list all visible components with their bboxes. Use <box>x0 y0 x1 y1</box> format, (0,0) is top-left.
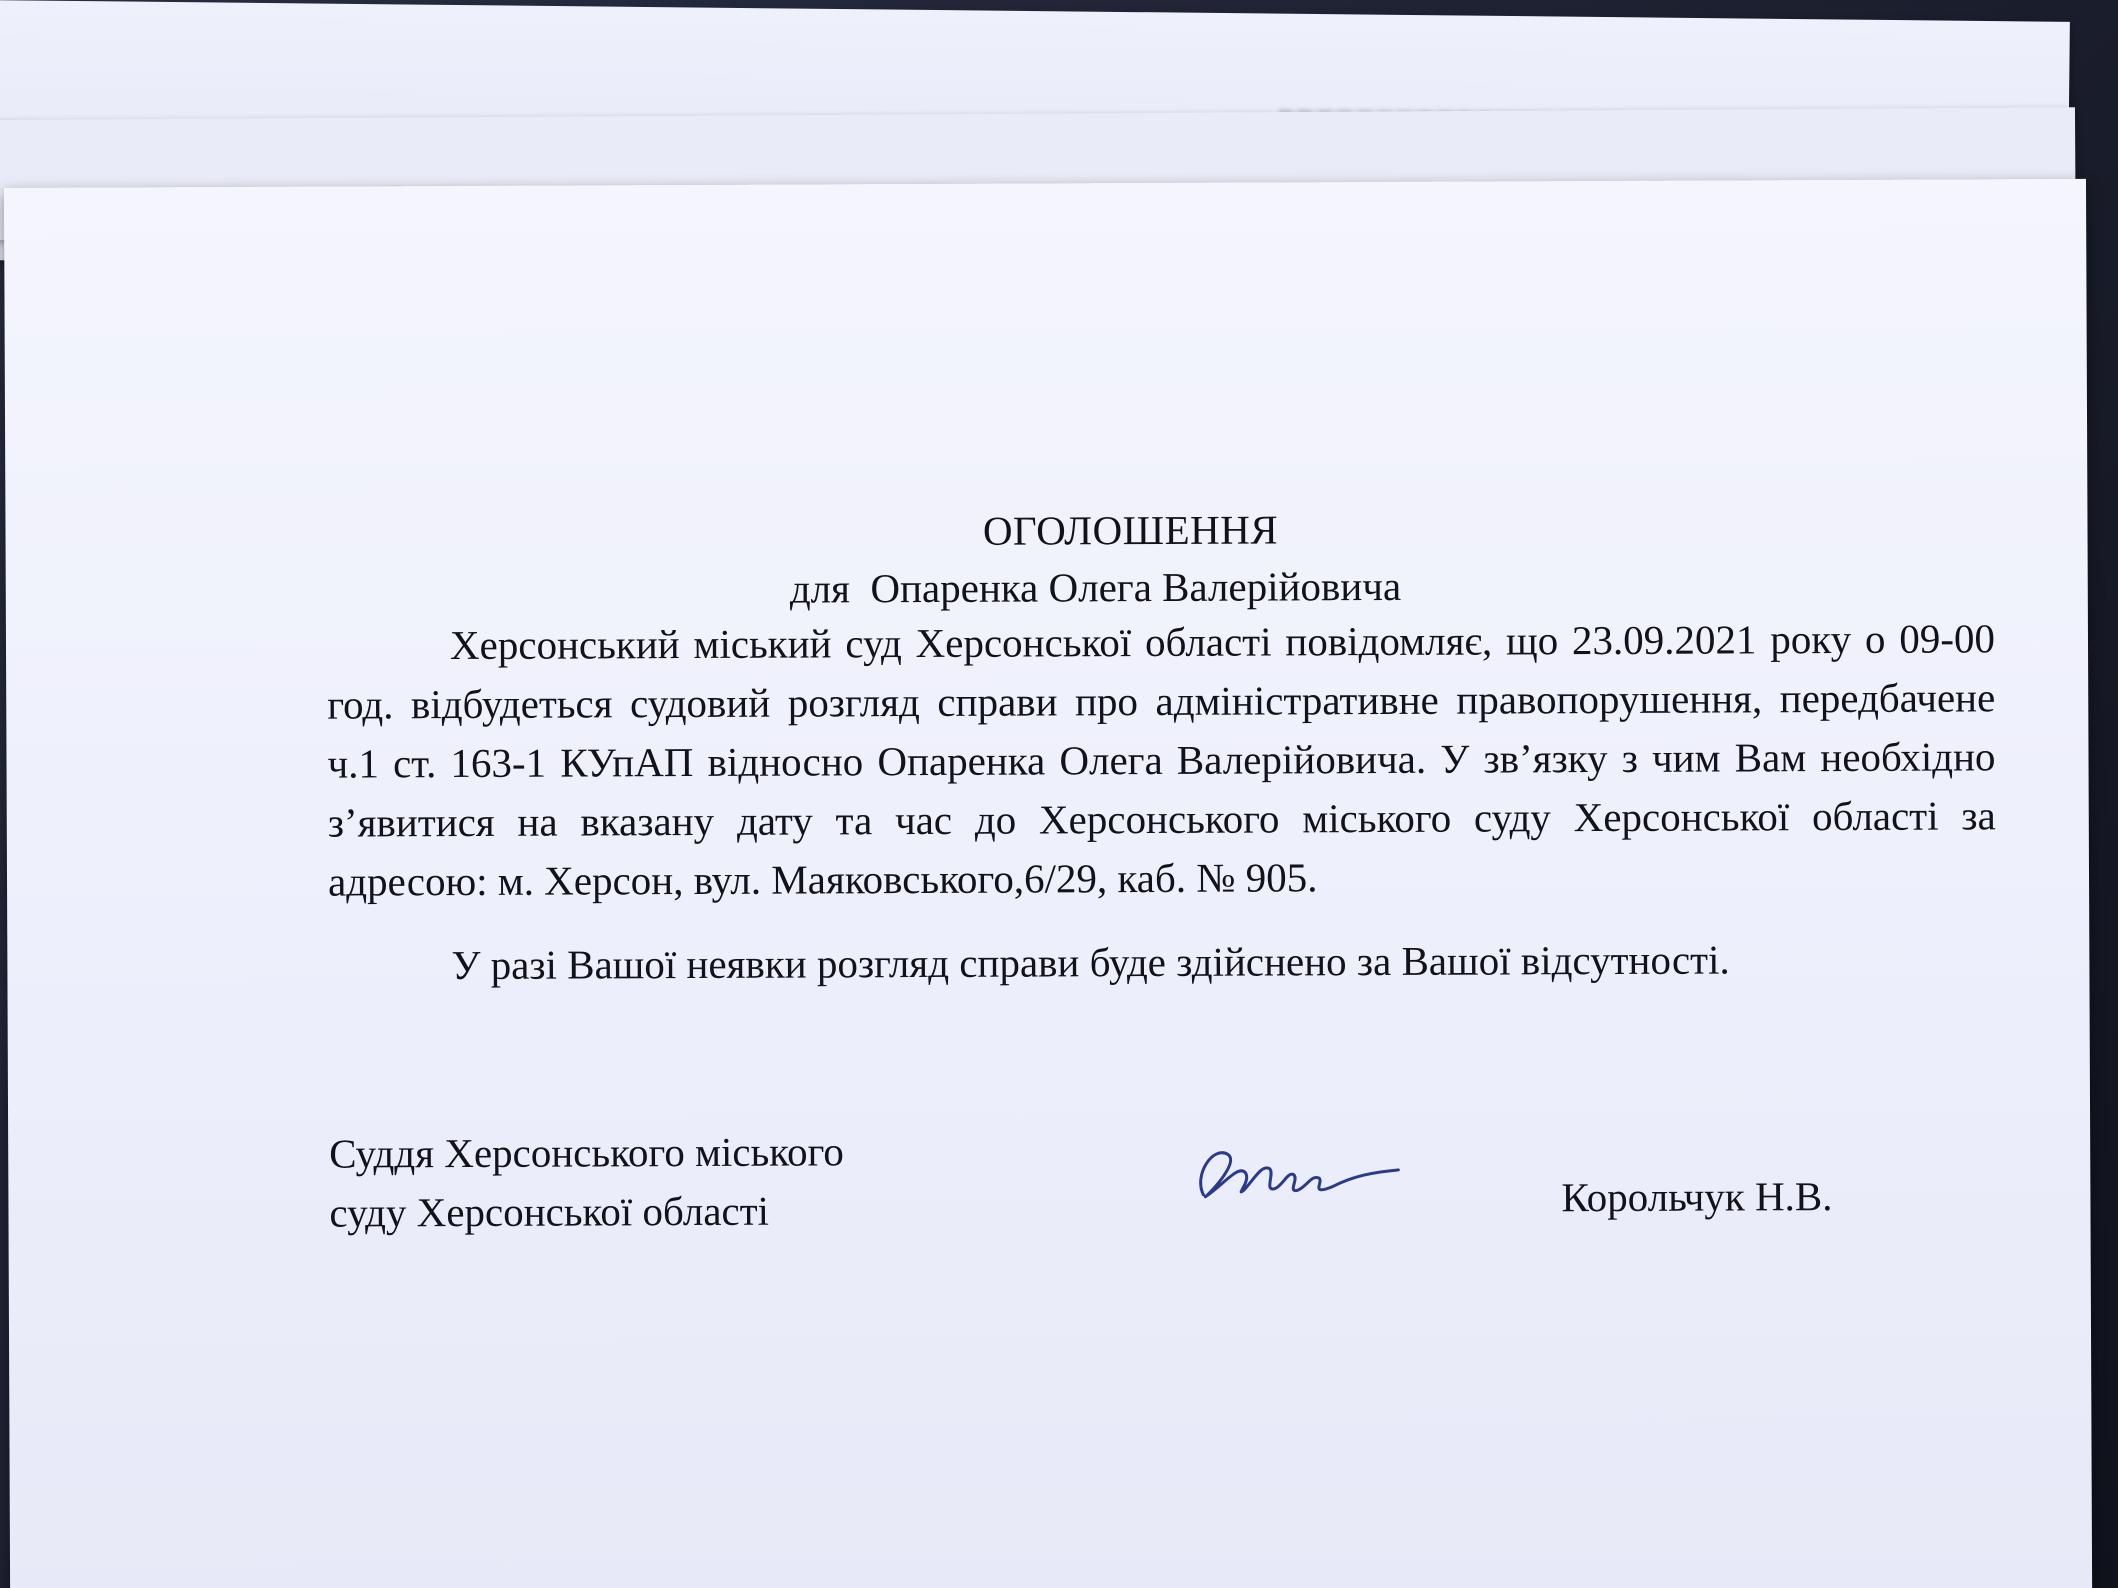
notice-title: ОГОЛОШЕННЯ <box>982 506 1279 554</box>
handwritten-signature <box>1183 1134 1403 1215</box>
notice-addressee: для Опаренка Олега Валерійовича <box>789 562 1402 612</box>
judge-position-line-2: суду Херсонської області <box>329 1187 770 1236</box>
absence-note <box>328 929 1996 995</box>
judge-position-line-1: Суддя Херсонського міського <box>329 1128 844 1177</box>
notice-body <box>327 609 1996 911</box>
notice-sheet <box>4 179 2092 1588</box>
judge-name: Корольчук Н.В. <box>1561 1173 1833 1221</box>
notice-body-text: Херсонський міський суд Херсонської області повідомляє, що 23.09.2021 року о 09-00 год. відбудеться судовий розгляд справи про адміністративне правопорушення, передбачене ч.1 ст. 163-1 КУпАП відносно Опаренка Олега Валерійовича. У зв’язку з чим Вам необхідно з’явитися на вказану дату та час до Херсонського міського суду Херсонської області за адресою: м. Херсон, вул. Маяковського,6/29, каб. № 905. <box>327 615 1996 905</box>
judge-position <box>329 1122 1030 1243</box>
absence-note-text: У разі Вашої неявки розгляд справи буде здійснено за Вашої відсутності. <box>451 936 1730 989</box>
